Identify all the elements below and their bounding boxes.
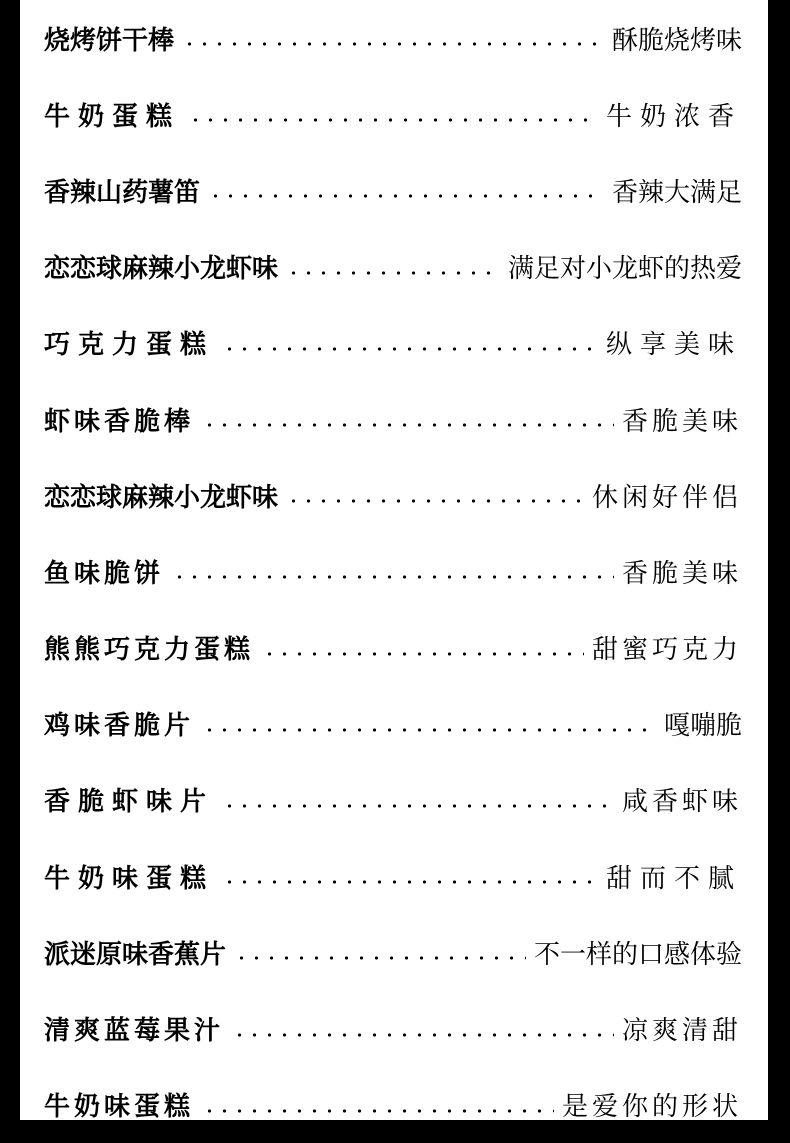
item-description: 满足对小龙虾的热爱 xyxy=(507,254,742,285)
item-description: 甜蜜巧克力 xyxy=(591,635,742,666)
list-item xyxy=(44,914,742,990)
dotted-leader xyxy=(262,652,584,656)
item-name: 牛奶味蛋糕 xyxy=(44,1092,195,1123)
item-description: 休闲好伴侣 xyxy=(591,482,742,513)
item-name: 派迷原味香蕉片 xyxy=(44,939,227,970)
item-description: 嘎嘣脆 xyxy=(663,711,742,742)
dotted-leader xyxy=(188,118,598,122)
dotted-leader xyxy=(234,956,526,960)
item-description: 凉爽清甜 xyxy=(621,1016,742,1047)
item-description: 香脆美味 xyxy=(621,406,742,437)
dotted-leader xyxy=(208,194,604,198)
menu-list xyxy=(44,0,742,1143)
item-description: 香辣大满足 xyxy=(611,177,742,208)
list-item xyxy=(44,838,742,914)
item-description: 牛奶浓香 xyxy=(605,101,742,132)
dotted-leader xyxy=(202,728,656,732)
list-item xyxy=(44,990,742,1066)
item-description: 香脆美味 xyxy=(621,558,742,589)
item-name: 鱼味脆饼 xyxy=(44,558,165,589)
list-item xyxy=(44,0,742,76)
item-description: 甜而不腻 xyxy=(605,863,742,894)
list-item xyxy=(44,457,742,533)
list-item xyxy=(44,762,742,838)
item-name: 熊熊巧克力蛋糕 xyxy=(44,635,255,666)
dotted-leader xyxy=(222,804,614,808)
dotted-leader xyxy=(232,1033,614,1037)
list-item xyxy=(44,305,742,381)
dotted-leader xyxy=(202,423,614,427)
list-item xyxy=(44,229,742,305)
item-description: 是爱你的形状 xyxy=(561,1092,742,1123)
dotted-leader xyxy=(286,499,584,503)
menu-panel xyxy=(20,0,768,1123)
dotted-leader xyxy=(182,42,604,46)
list-item xyxy=(44,76,742,152)
list-item xyxy=(44,533,742,609)
dotted-leader xyxy=(286,271,500,275)
item-name: 牛奶蛋糕 xyxy=(44,101,181,132)
item-description: 酥脆烧烤味 xyxy=(611,25,742,56)
list-item xyxy=(44,1067,742,1143)
item-name: 牛奶味蛋糕 xyxy=(44,863,215,894)
item-name: 烧烤饼干棒 xyxy=(44,25,175,56)
item-description: 不一样的口感体验 xyxy=(533,939,742,970)
list-item xyxy=(44,381,742,457)
item-name: 恋恋球麻辣小龙虾味 xyxy=(44,254,279,285)
item-description: 咸香虾味 xyxy=(621,787,742,818)
item-name: 巧克力蛋糕 xyxy=(44,330,215,361)
dotted-leader xyxy=(172,575,614,579)
item-description: 纵享美味 xyxy=(605,330,742,361)
item-name: 香脆虾味片 xyxy=(44,787,215,818)
dotted-leader xyxy=(222,347,598,351)
item-name: 恋恋球麻辣小龙虾味 xyxy=(44,482,279,513)
dotted-leader xyxy=(202,1109,554,1113)
dotted-leader xyxy=(222,880,598,884)
list-item xyxy=(44,686,742,762)
item-name: 鸡味香脆片 xyxy=(44,711,195,742)
item-name: 香辣山药薯笛 xyxy=(44,177,201,208)
item-name: 虾味香脆棒 xyxy=(44,406,195,437)
list-item xyxy=(44,610,742,686)
list-item xyxy=(44,152,742,228)
item-name: 清爽蓝莓果汁 xyxy=(44,1016,225,1047)
